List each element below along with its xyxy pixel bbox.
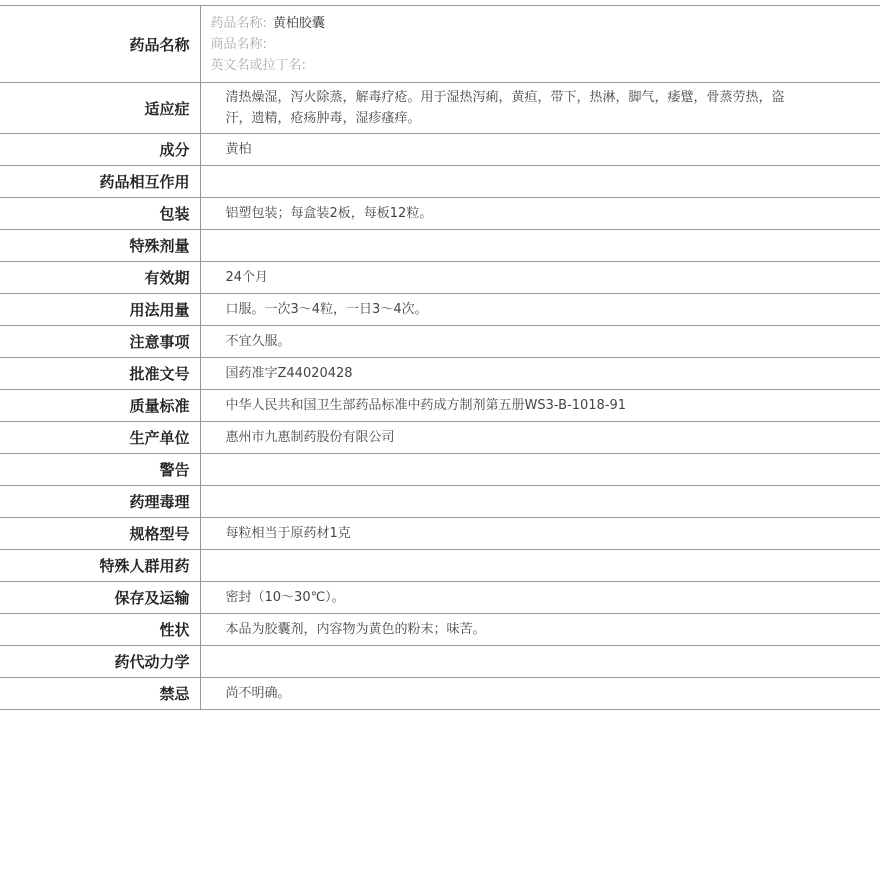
drug-name-value: 黄柏胶囊 <box>272 15 325 31</box>
spec-value: 国药准字Z44020428 <box>225 366 353 381</box>
spec-row-ingredients <box>0 134 880 166</box>
spec-row-storage <box>0 582 880 614</box>
spec-value: 口服。一次3～4粒，一日3～4次。 <box>225 302 428 317</box>
spec-value: 密封（10～30℃）。 <box>225 590 345 605</box>
spec-value <box>200 550 880 582</box>
spec-label: 成分 <box>0 134 200 166</box>
spec-value <box>200 230 880 262</box>
spec-name-values <box>200 6 880 83</box>
spec-label: 生产单位 <box>0 422 200 454</box>
spec-label: 用法用量 <box>0 294 200 326</box>
spec-label: 禁忌 <box>0 678 200 710</box>
spec-value: 本品为胶囊剂，内容物为黄色的粉末；味苦。 <box>225 622 486 637</box>
spec-label: 药理毒理 <box>0 486 200 518</box>
spec-row-manufacturer <box>0 422 880 454</box>
spec-value <box>200 646 880 678</box>
spec-label: 有效期 <box>0 262 200 294</box>
spec-label: 质量标准 <box>0 390 200 422</box>
spec-label: 保存及运输 <box>0 582 200 614</box>
spec-row-description <box>0 614 880 646</box>
spec-row-approval-number <box>0 358 880 390</box>
spec-row-packaging <box>0 198 880 230</box>
spec-row-quality-standard <box>0 390 880 422</box>
spec-label: 规格型号 <box>0 518 200 550</box>
drug-spec-table <box>0 5 880 710</box>
spec-row-contraindications <box>0 678 880 710</box>
spec-label: 特殊剂量 <box>0 230 200 262</box>
spec-row-specification <box>0 518 880 550</box>
trade-name-line <box>211 34 880 55</box>
spec-label: 注意事项 <box>0 326 200 358</box>
english-name-key: 英文名或拉丁名: <box>210 57 306 73</box>
spec-value <box>200 454 880 486</box>
spec-row-pharmacology <box>0 486 880 518</box>
spec-value: 每粒相当于原药材1克 <box>225 526 351 541</box>
spec-value: 不宜久服。 <box>225 334 291 349</box>
drug-name-key: 药品名称: <box>210 15 267 31</box>
spec-label: 包装 <box>0 198 200 230</box>
spec-label: 性状 <box>0 614 200 646</box>
spec-row-special-populations <box>0 550 880 582</box>
spec-label: 适应症 <box>0 83 200 134</box>
spec-value: 清热燥湿，泻火除蒸，解毒疗疮。用于湿热泻痢，黄疸，带下，热淋，脚气，痿躄，骨蒸劳热，盗汗，遗精，疮疡肿毒，湿疹瘙痒。 <box>225 90 785 126</box>
spec-row-shelf-life <box>0 262 880 294</box>
spec-label: 药品相互作用 <box>0 166 200 198</box>
spec-row-indications <box>0 83 880 134</box>
spec-row-dosage <box>0 294 880 326</box>
spec-value <box>200 166 880 198</box>
trade-name-key: 商品名称: <box>210 36 267 52</box>
spec-row-drug-name <box>0 6 880 83</box>
english-name-line <box>211 55 880 76</box>
spec-value: 尚不明确。 <box>225 686 291 701</box>
spec-row-pharmacokinetics <box>0 646 880 678</box>
spec-value <box>200 486 880 518</box>
spec-label: 警告 <box>0 454 200 486</box>
spec-value: 中华人民共和国卫生部药品标准中药成方制剂第五册WS3-B-1018-91 <box>225 398 627 413</box>
spec-row-special-dosage <box>0 230 880 262</box>
spec-value: 24个月 <box>225 270 269 285</box>
spec-row-precautions <box>0 326 880 358</box>
spec-label: 特殊人群用药 <box>0 550 200 582</box>
spec-row-warning <box>0 454 880 486</box>
spec-value: 惠州市九惠制药股份有限公司 <box>225 430 395 445</box>
spec-label: 药品名称 <box>0 6 200 83</box>
spec-value: 铝塑包装；每盒装2板，每板12粒。 <box>225 206 433 221</box>
spec-label: 药代动力学 <box>0 646 200 678</box>
spec-label: 批准文号 <box>0 358 200 390</box>
drug-name-line <box>211 13 880 34</box>
spec-value: 黄柏 <box>225 142 252 157</box>
spec-row-interactions <box>0 166 880 198</box>
